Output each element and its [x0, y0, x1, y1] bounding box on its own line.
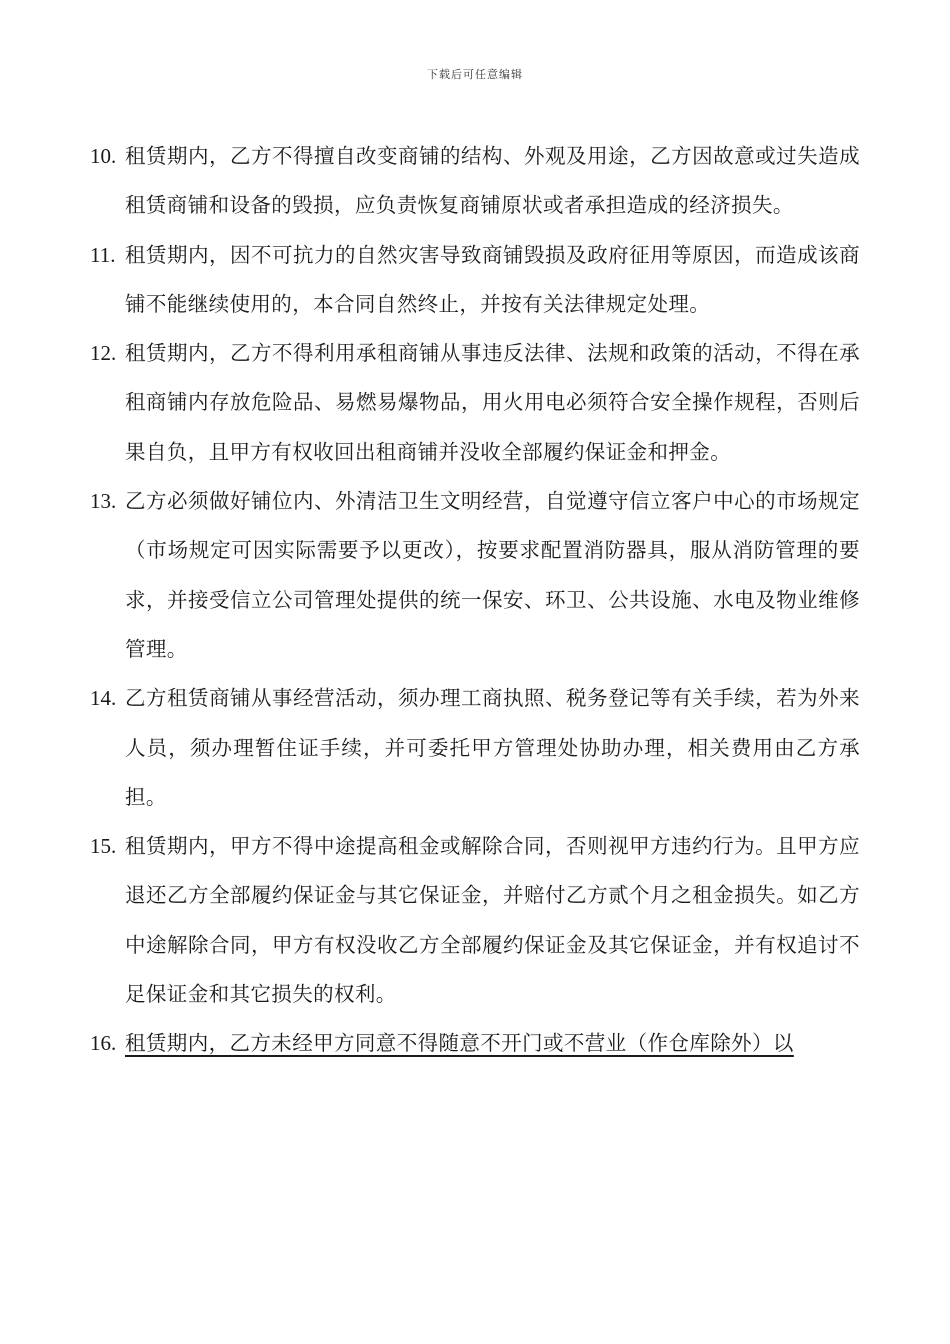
clause-10 [90, 132, 860, 231]
clause-number: 13. [90, 489, 117, 514]
clause-text: 租赁期内，乙方不得利用承租商铺从事违反法律、法规和政策的活动，不得在承租商铺内存放危险品、易燃易爆物品，用火用电必须符合安全操作规程，否则后果自负，且甲方有权收回出租商铺并没收全部履约保证金和押金。 [125, 341, 860, 464]
clause-14 [90, 674, 860, 822]
clause-text: 租赁期内，甲方不得中途提高租金或解除合同，否则视甲方违约行为。且甲方应退还乙方全部履约保证金与其它保证金，并赔付乙方贰个月之租金损失。如乙方中途解除合同，甲方有权没收乙方全部履约保证金及其它保证金，并有权追讨不足保证金和其它损失的权利。 [125, 834, 860, 1007]
clause-text: 乙方必须做好铺位内、外清洁卫生文明经营，自觉遵守信立客户中心的市场规定（市场规定可因实际需要予以更改），按要求配置消防器具，服从消防管理的要求，并接受信立公司管理处提供的统一保安、环卫、公共设施、水电及物业维修管理。 [125, 489, 860, 661]
clause-text-underlined: 租赁期内，乙方未经甲方同意不得随意不开门或不营业（作仓库除外）以 [125, 1031, 794, 1056]
page-header: 下载后可任意编辑 [427, 68, 523, 81]
clause-12 [90, 329, 860, 477]
clause-15 [90, 822, 860, 1019]
clause-number: 15. [90, 834, 117, 859]
clause-text: 租赁期内，因不可抗力的自然灾害导致商铺毁损及政府征用等原因，而造成该商铺不能继续使用的，本合同自然终止，并按有关法律规定处理。 [125, 242, 860, 316]
clause-number: 11. [90, 242, 116, 267]
clause-number: 10. [90, 144, 117, 168]
clause-number: 16. [90, 1031, 117, 1056]
contract-clauses [90, 132, 860, 1069]
clause-text: 租赁期内，乙方不得擅自改变商铺的结构、外观及用途，乙方因故意或过失造成租赁商铺和设备的毁损，应负责恢复商铺原状或者承担造成的经济损失。 [125, 144, 860, 218]
clause-text: 乙方租赁商铺从事经营活动，须办理工商执照、税务登记等有关手续，若为外来人员，须办理暂住证手续，并可委托甲方管理处协助办理，相关费用由乙方承担。 [125, 686, 860, 809]
clause-number: 14. [90, 686, 117, 711]
clause-13 [90, 477, 860, 674]
clause-number: 12. [90, 341, 117, 366]
clause-11 [90, 231, 860, 330]
clause-16 [90, 1019, 860, 1068]
